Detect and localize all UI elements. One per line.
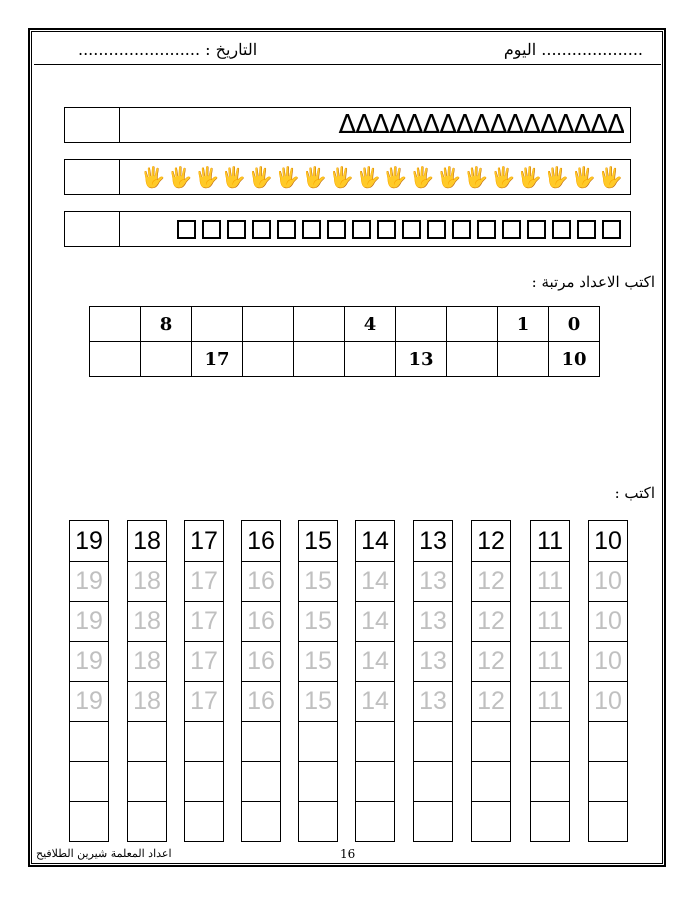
blank-write-cell[interactable] [472, 801, 510, 841]
trace-number[interactable]: 12 [472, 601, 510, 641]
trace-number[interactable]: 18 [128, 641, 166, 681]
triangle-shapes [123, 108, 624, 142]
trace-number[interactable]: 14 [356, 641, 394, 681]
trace-number[interactable]: 12 [472, 641, 510, 681]
blank-write-cell[interactable] [242, 721, 280, 761]
trace-number[interactable]: 13 [414, 601, 452, 641]
trace-number[interactable]: 19 [70, 681, 108, 721]
square-icon [202, 220, 221, 239]
order-cell: 10 [549, 342, 600, 377]
square-icon [327, 220, 346, 239]
triangle-icon: Δ [355, 110, 373, 140]
hand-icon: 🖐 [517, 165, 543, 189]
hand-icon: 🖐 [409, 165, 435, 189]
order-row [90, 342, 600, 377]
trace-number[interactable]: 14 [356, 601, 394, 641]
header-divider [34, 64, 661, 65]
square-icon [477, 220, 496, 239]
blank-write-cell[interactable] [356, 721, 394, 761]
trace-number[interactable]: 18 [128, 601, 166, 641]
order-cell[interactable] [243, 342, 294, 377]
square-icon [502, 220, 521, 239]
hand-icon: 🖐 [571, 165, 597, 189]
triangle-icon: Δ [456, 110, 473, 140]
trace-number[interactable]: 12 [472, 561, 510, 601]
trace-number[interactable]: 16 [242, 601, 280, 641]
hand-icon: 🖐 [248, 165, 274, 189]
blank-write-cell[interactable] [185, 801, 223, 841]
order-cell[interactable] [90, 307, 141, 342]
counting-row-hands [64, 159, 631, 195]
square-icon [552, 220, 571, 239]
number-model: 12 [477, 526, 505, 555]
number-model: 11 [537, 526, 563, 555]
number-model: 15 [304, 526, 332, 555]
number-model: 14 [361, 526, 389, 555]
trace-number[interactable]: 15 [299, 681, 337, 721]
order-cell: 1 [498, 307, 549, 342]
trace-number[interactable]: 12 [472, 681, 510, 721]
answer-box[interactable] [65, 108, 120, 142]
trace-number[interactable]: 14 [356, 681, 394, 721]
answer-box[interactable] [65, 212, 120, 246]
trace-number[interactable]: 11 [531, 561, 569, 601]
triangle-icon: Δ [388, 110, 406, 140]
trace-number[interactable]: 16 [242, 641, 280, 681]
order-cell[interactable] [294, 307, 345, 342]
blank-write-cell[interactable] [531, 761, 569, 801]
trace-number[interactable]: 10 [589, 601, 627, 641]
hand-icon: 🖐 [302, 165, 328, 189]
order-cell: 0 [549, 307, 600, 342]
blank-write-cell[interactable] [531, 801, 569, 841]
write-column-18 [127, 520, 167, 842]
blank-write-cell[interactable] [414, 721, 452, 761]
hand-icon: 🖐 [329, 165, 354, 189]
order-cell[interactable] [90, 342, 141, 377]
order-cell[interactable] [447, 307, 498, 342]
blank-write-cell[interactable] [70, 721, 108, 761]
number-model: 10 [594, 526, 622, 555]
order-cell[interactable] [345, 342, 396, 377]
page-number: 16 [340, 847, 356, 861]
triangle-icon: Δ [405, 110, 423, 140]
answer-box[interactable] [65, 160, 120, 194]
number-model: 19 [75, 526, 103, 555]
square-icon [452, 220, 471, 239]
trace-number[interactable]: 13 [414, 641, 452, 681]
trace-number[interactable]: 10 [589, 681, 627, 721]
write-column-16 [241, 520, 281, 842]
blank-write-cell[interactable] [70, 761, 108, 801]
trace-number[interactable]: 15 [299, 561, 337, 601]
triangle-icon: Δ [422, 110, 440, 140]
blank-write-cell[interactable] [185, 761, 223, 801]
trace-number[interactable]: 13 [414, 561, 452, 601]
hand-icon: 🖐 [382, 165, 408, 189]
triangle-icon: Δ [540, 110, 557, 140]
square-icon [377, 220, 396, 239]
blank-write-cell[interactable] [70, 801, 108, 841]
write-column-11 [530, 520, 570, 842]
write-column-14 [355, 520, 395, 842]
trace-number[interactable]: 10 [589, 561, 627, 601]
trace-number[interactable]: 18 [128, 681, 166, 721]
triangle-icon: Δ [607, 110, 624, 140]
order-instruction: اكتب الاعداد مرتبة : [531, 273, 655, 291]
blank-write-cell[interactable] [242, 801, 280, 841]
square-icon [527, 220, 546, 239]
trace-number[interactable]: 10 [589, 641, 627, 681]
triangle-icon: Δ [439, 110, 457, 140]
hand-shapes [123, 160, 624, 194]
hand-icon: 🖐 [140, 165, 166, 189]
number-model: 16 [247, 526, 275, 555]
hand-icon: 🖐 [463, 165, 489, 189]
trace-number[interactable]: 14 [356, 561, 394, 601]
trace-number[interactable]: 11 [531, 641, 569, 681]
triangle-icon: Δ [338, 110, 356, 140]
blank-write-cell[interactable] [299, 761, 337, 801]
number-model: 17 [190, 526, 218, 555]
blank-write-cell[interactable] [299, 801, 337, 841]
triangle-icon: Δ [472, 110, 490, 140]
order-cell: 4 [345, 307, 396, 342]
trace-number[interactable]: 19 [70, 561, 108, 601]
square-icon [177, 220, 196, 239]
write-instruction: اكتب : [614, 484, 655, 502]
blank-write-cell[interactable] [414, 761, 452, 801]
square-icon [252, 220, 271, 239]
write-column-15 [298, 520, 338, 842]
counting-row-triangles [64, 107, 631, 143]
triangle-icon: Δ [506, 110, 524, 140]
square-icon [227, 220, 246, 239]
blank-write-cell[interactable] [472, 721, 510, 761]
order-cell: 8 [141, 307, 192, 342]
hand-icon: 🖐 [167, 165, 193, 189]
square-icon [277, 220, 296, 239]
trace-number[interactable]: 15 [299, 601, 337, 641]
trace-number[interactable]: 11 [531, 681, 569, 721]
order-cell[interactable] [141, 342, 192, 377]
trace-number[interactable]: 17 [185, 601, 223, 641]
square-icon [352, 220, 371, 239]
square-shapes [123, 212, 624, 246]
hand-icon: 🖐 [544, 165, 570, 189]
trace-number[interactable]: 17 [185, 641, 223, 681]
order-cell: 17 [192, 342, 243, 377]
trace-number[interactable]: 16 [242, 681, 280, 721]
order-cell[interactable] [294, 342, 345, 377]
hand-icon: 🖐 [490, 165, 516, 189]
trace-number[interactable]: 16 [242, 561, 280, 601]
write-column-12 [471, 520, 511, 842]
date-label: التاريخ : ........................ [78, 40, 258, 59]
hand-icon: 🖐 [598, 165, 623, 189]
blank-write-cell[interactable] [589, 721, 627, 761]
counting-row-squares [64, 211, 631, 247]
hand-icon: 🖐 [355, 165, 381, 189]
trace-number[interactable]: 13 [414, 681, 452, 721]
hand-icon: 🖐 [221, 165, 247, 189]
square-icon [302, 220, 321, 239]
trace-number[interactable]: 15 [299, 641, 337, 681]
number-model: 13 [419, 526, 447, 555]
order-cell: 13 [396, 342, 447, 377]
square-icon [602, 220, 621, 239]
order-table [89, 306, 600, 377]
hand-icon: 🖐 [275, 165, 301, 189]
order-cell[interactable] [243, 307, 294, 342]
trace-number[interactable]: 17 [185, 681, 223, 721]
write-column-17 [184, 520, 224, 842]
write-column-10 [588, 520, 628, 842]
blank-write-cell[interactable] [356, 801, 394, 841]
blank-write-cell[interactable] [472, 761, 510, 801]
square-icon [577, 220, 596, 239]
hand-icon: 🖐 [194, 165, 220, 189]
write-column-13 [413, 520, 453, 842]
blank-write-cell[interactable] [589, 801, 627, 841]
blank-write-cell[interactable] [589, 761, 627, 801]
order-cell[interactable] [447, 342, 498, 377]
square-icon [402, 220, 421, 239]
write-column-19 [69, 520, 109, 842]
triangle-icon: Δ [372, 110, 389, 140]
blank-write-cell[interactable] [299, 721, 337, 761]
day-label: اليوم .................... [503, 40, 643, 59]
triangle-icon: Δ [523, 110, 541, 140]
blank-write-cell[interactable] [414, 801, 452, 841]
square-icon [427, 220, 446, 239]
number-model: 18 [133, 526, 161, 555]
blank-write-cell[interactable] [185, 721, 223, 761]
triangle-icon: Δ [489, 110, 507, 140]
blank-write-cell[interactable] [128, 721, 166, 761]
blank-write-cell[interactable] [356, 761, 394, 801]
trace-number[interactable]: 18 [128, 561, 166, 601]
blank-write-cell[interactable] [242, 761, 280, 801]
trace-number[interactable]: 17 [185, 561, 223, 601]
trace-number[interactable]: 11 [531, 601, 569, 641]
order-cell[interactable] [192, 307, 243, 342]
order-cell[interactable] [498, 342, 549, 377]
hand-icon: 🖐 [436, 165, 462, 189]
triangle-icon: Δ [573, 110, 591, 140]
blank-write-cell[interactable] [531, 721, 569, 761]
triangle-icon: Δ [556, 110, 574, 140]
order-row [90, 307, 600, 342]
trace-number[interactable]: 19 [70, 601, 108, 641]
trace-number[interactable]: 19 [70, 641, 108, 681]
order-cell[interactable] [396, 307, 447, 342]
triangle-icon: Δ [590, 110, 608, 140]
author-credit: اعداد المعلمة شيرين الطلافيح [36, 847, 172, 860]
blank-write-cell[interactable] [128, 761, 166, 801]
blank-write-cell[interactable] [128, 801, 166, 841]
